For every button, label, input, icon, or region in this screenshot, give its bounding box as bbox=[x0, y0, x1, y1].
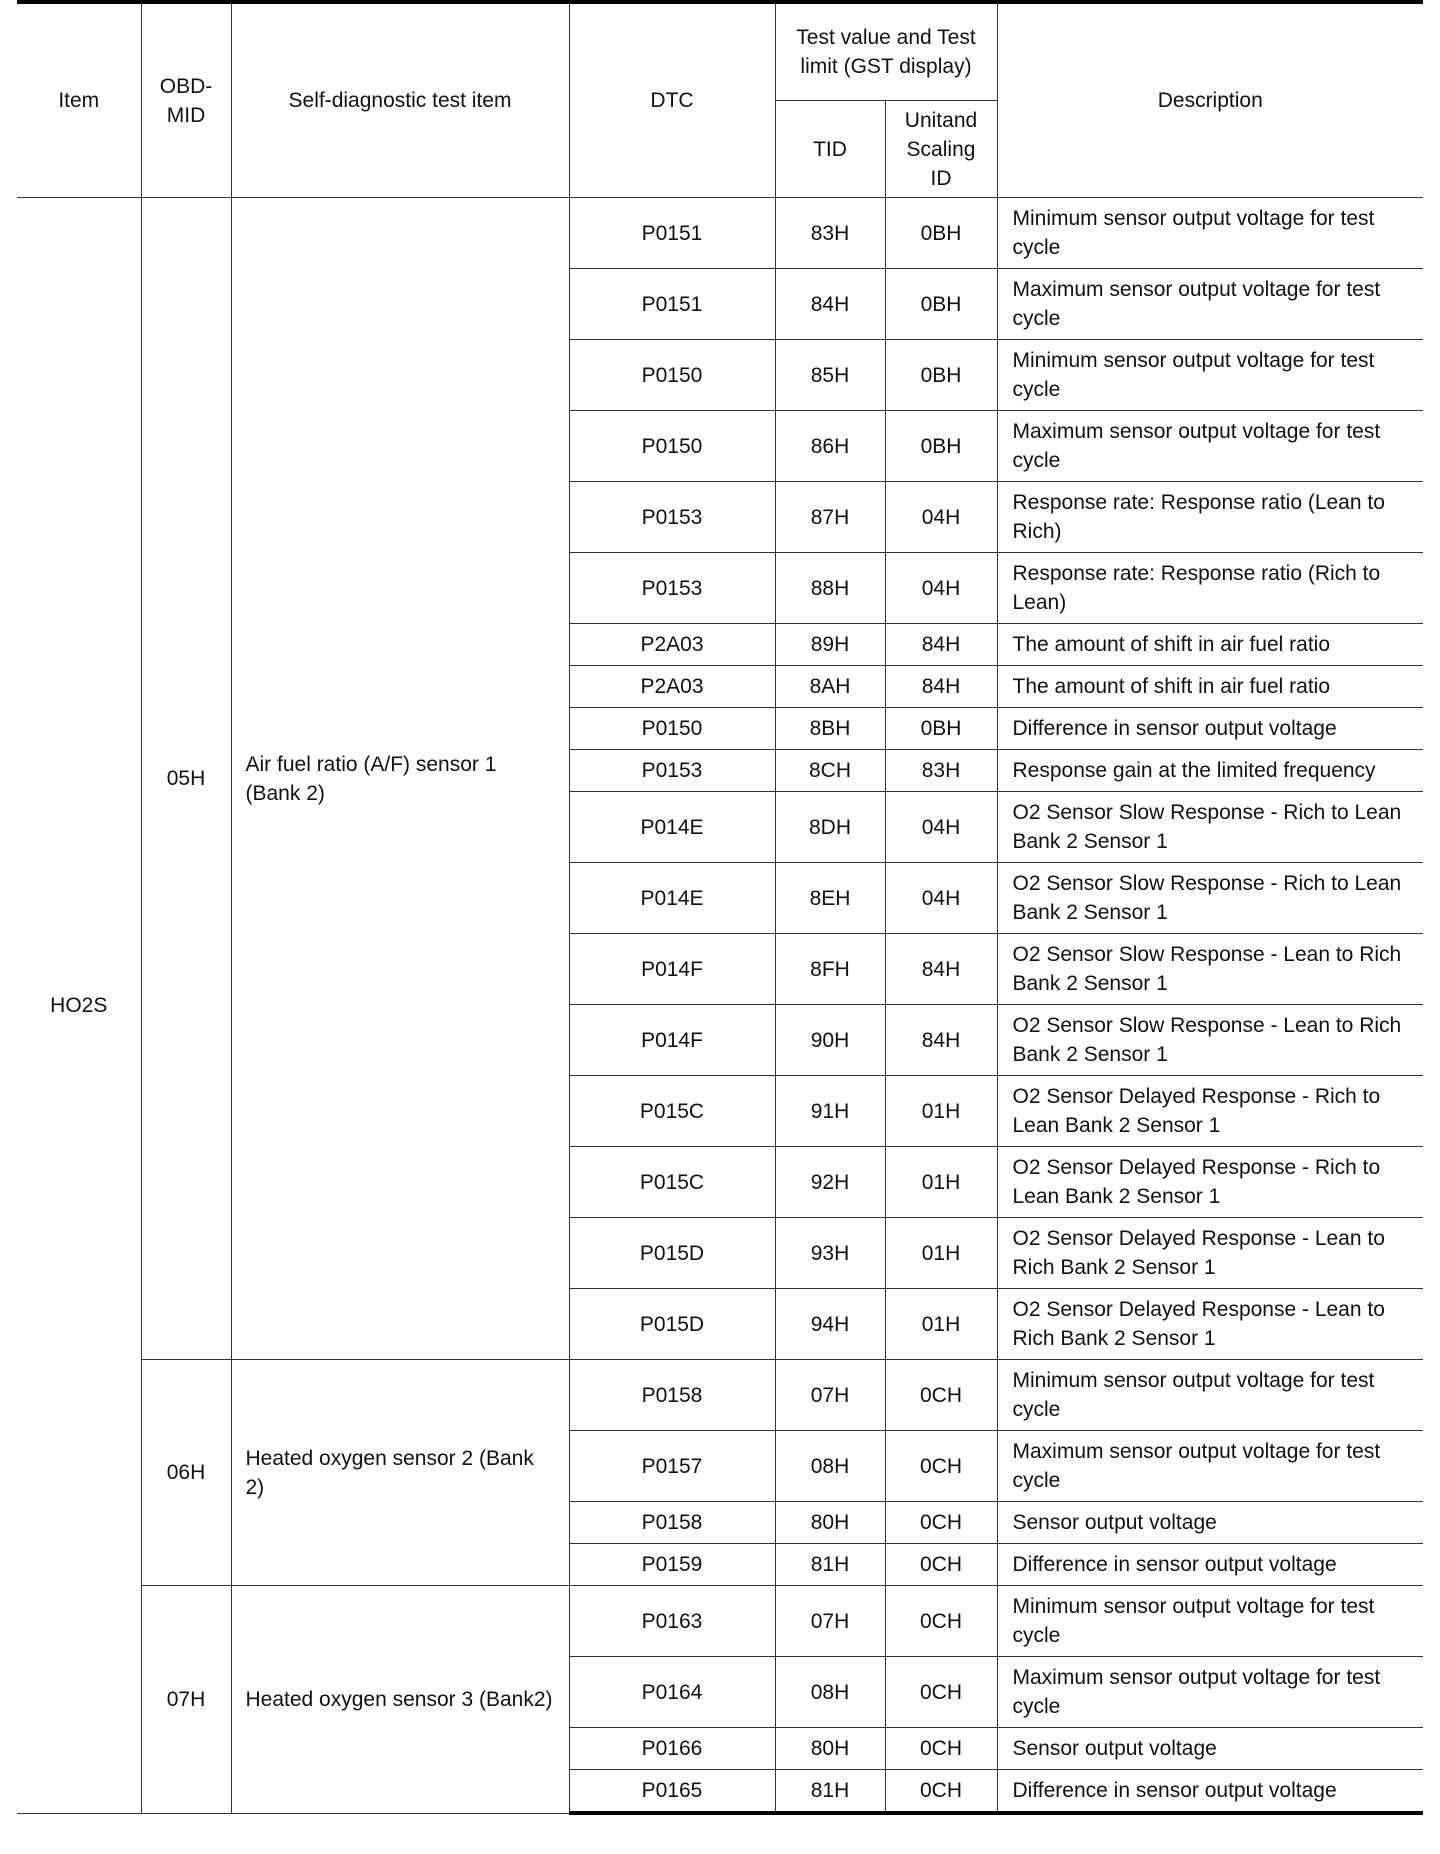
description-cell: Difference in sensor output voltage bbox=[997, 1770, 1423, 1814]
tid-cell: 8AH bbox=[775, 666, 885, 708]
tid-cell: 80H bbox=[775, 1502, 885, 1544]
unit-cell: 0BH bbox=[885, 708, 997, 750]
test-item-cell: Heated oxygen sensor 2 (Bank 2) bbox=[231, 1360, 569, 1586]
tid-cell: 8CH bbox=[775, 750, 885, 792]
description-cell: Sensor output voltage bbox=[997, 1728, 1423, 1770]
tid-cell: 94H bbox=[775, 1289, 885, 1360]
unit-cell: 04H bbox=[885, 553, 997, 624]
dtc-cell: P0164 bbox=[569, 1657, 775, 1728]
dtc-cell: P0158 bbox=[569, 1360, 775, 1431]
description-cell: O2 Sensor Slow Response - Rich to Lean Bank 2 Sensor 1 bbox=[997, 863, 1423, 934]
tid-cell: 07H bbox=[775, 1586, 885, 1657]
unit-cell: 0CH bbox=[885, 1431, 997, 1502]
test-item-cell: Air fuel ratio (A/F) sensor 1 (Bank 2) bbox=[231, 198, 569, 1360]
unit-cell: 04H bbox=[885, 863, 997, 934]
dtc-cell: P0150 bbox=[569, 411, 775, 482]
description-cell: O2 Sensor Delayed Response - Rich to Lean Bank 2 Sensor 1 bbox=[997, 1076, 1423, 1147]
description-cell: Minimum sensor output voltage for test cycle bbox=[997, 1360, 1423, 1431]
tid-cell: 87H bbox=[775, 482, 885, 553]
tid-cell: 80H bbox=[775, 1728, 885, 1770]
tid-cell: 07H bbox=[775, 1360, 885, 1431]
description-cell: O2 Sensor Delayed Response - Lean to Rich Bank 2 Sensor 1 bbox=[997, 1218, 1423, 1289]
table-row bbox=[17, 1586, 1423, 1657]
unit-cell: 84H bbox=[885, 1005, 997, 1076]
tid-cell: 81H bbox=[775, 1544, 885, 1586]
dtc-cell: P015D bbox=[569, 1218, 775, 1289]
dtc-cell: P0153 bbox=[569, 750, 775, 792]
unit-cell: 84H bbox=[885, 666, 997, 708]
tid-cell: 8FH bbox=[775, 934, 885, 1005]
unit-cell: 83H bbox=[885, 750, 997, 792]
description-cell: Maximum sensor output voltage for test cycle bbox=[997, 1431, 1423, 1502]
unit-cell: 0BH bbox=[885, 269, 997, 340]
unit-cell: 0CH bbox=[885, 1360, 997, 1431]
test-item-cell: Heated oxygen sensor 3 (Bank2) bbox=[231, 1586, 569, 1814]
dtc-cell: P015D bbox=[569, 1289, 775, 1360]
unit-cell: 01H bbox=[885, 1218, 997, 1289]
header-test-item: Self-diagnostic test item bbox=[231, 2, 569, 198]
tid-cell: 8BH bbox=[775, 708, 885, 750]
unit-cell: 04H bbox=[885, 792, 997, 863]
unit-cell: 0BH bbox=[885, 340, 997, 411]
tid-cell: 81H bbox=[775, 1770, 885, 1814]
obd-mid-cell: 05H bbox=[141, 198, 231, 1360]
description-cell: The amount of shift in air fuel ratio bbox=[997, 666, 1423, 708]
tid-cell: 08H bbox=[775, 1431, 885, 1502]
diagnostic-table bbox=[17, 0, 1423, 1815]
dtc-cell: P014E bbox=[569, 863, 775, 934]
dtc-cell: P0151 bbox=[569, 269, 775, 340]
description-cell: The amount of shift in air fuel ratio bbox=[997, 624, 1423, 666]
tid-cell: 90H bbox=[775, 1005, 885, 1076]
tid-cell: 8EH bbox=[775, 863, 885, 934]
header-item: Item bbox=[17, 2, 141, 198]
dtc-cell: P0150 bbox=[569, 708, 775, 750]
item-cell: HO2S bbox=[17, 198, 141, 1814]
unit-cell: 01H bbox=[885, 1147, 997, 1218]
tid-cell: 83H bbox=[775, 198, 885, 269]
dtc-cell: P014F bbox=[569, 1005, 775, 1076]
table-row bbox=[17, 198, 1423, 269]
unit-cell: 0CH bbox=[885, 1728, 997, 1770]
header-test-value: Test value and Test limit (GST display) bbox=[775, 2, 997, 101]
unit-cell: 04H bbox=[885, 482, 997, 553]
unit-cell: 01H bbox=[885, 1289, 997, 1360]
description-cell: Sensor output voltage bbox=[997, 1502, 1423, 1544]
dtc-cell: P0153 bbox=[569, 553, 775, 624]
description-cell: O2 Sensor Slow Response - Rich to Lean Bank 2 Sensor 1 bbox=[997, 792, 1423, 863]
header-unit-scaling-id: Unitand Scaling ID bbox=[885, 101, 997, 198]
tid-cell: 93H bbox=[775, 1218, 885, 1289]
unit-cell: 0CH bbox=[885, 1586, 997, 1657]
table-row bbox=[17, 1360, 1423, 1431]
unit-cell: 0BH bbox=[885, 411, 997, 482]
tid-cell: 86H bbox=[775, 411, 885, 482]
description-cell: Response rate: Response ratio (Rich to Lean) bbox=[997, 553, 1423, 624]
dtc-cell: P014F bbox=[569, 934, 775, 1005]
description-cell: Maximum sensor output voltage for test cycle bbox=[997, 1657, 1423, 1728]
dtc-cell: P015C bbox=[569, 1147, 775, 1218]
unit-cell: 84H bbox=[885, 934, 997, 1005]
description-cell: O2 Sensor Delayed Response - Rich to Lean Bank 2 Sensor 1 bbox=[997, 1147, 1423, 1218]
table-body bbox=[17, 198, 1423, 1814]
description-cell: Difference in sensor output voltage bbox=[997, 708, 1423, 750]
dtc-cell: P0159 bbox=[569, 1544, 775, 1586]
tid-cell: 8DH bbox=[775, 792, 885, 863]
description-cell: Difference in sensor output voltage bbox=[997, 1544, 1423, 1586]
description-cell: Minimum sensor output voltage for test cycle bbox=[997, 340, 1423, 411]
tid-cell: 84H bbox=[775, 269, 885, 340]
tid-cell: 88H bbox=[775, 553, 885, 624]
header-tid: TID bbox=[775, 101, 885, 198]
dtc-cell: P0165 bbox=[569, 1770, 775, 1814]
dtc-cell: P0166 bbox=[569, 1728, 775, 1770]
unit-cell: 0CH bbox=[885, 1502, 997, 1544]
description-cell: O2 Sensor Slow Response - Lean to Rich Bank 2 Sensor 1 bbox=[997, 1005, 1423, 1076]
dtc-cell: P0150 bbox=[569, 340, 775, 411]
unit-cell: 0CH bbox=[885, 1657, 997, 1728]
unit-cell: 0CH bbox=[885, 1544, 997, 1586]
description-cell: Response rate: Response ratio (Lean to Rich) bbox=[997, 482, 1423, 553]
description-cell: Response gain at the limited frequency bbox=[997, 750, 1423, 792]
header-obd-mid: OBD-MID bbox=[141, 2, 231, 198]
header-dtc: DTC bbox=[569, 2, 775, 198]
unit-cell: 01H bbox=[885, 1076, 997, 1147]
dtc-cell: P0157 bbox=[569, 1431, 775, 1502]
tid-cell: 85H bbox=[775, 340, 885, 411]
unit-cell: 84H bbox=[885, 624, 997, 666]
obd-mid-cell: 07H bbox=[141, 1586, 231, 1814]
dtc-cell: P014E bbox=[569, 792, 775, 863]
unit-cell: 0CH bbox=[885, 1770, 997, 1814]
description-cell: O2 Sensor Delayed Response - Lean to Rich Bank 2 Sensor 1 bbox=[997, 1289, 1423, 1360]
tid-cell: 91H bbox=[775, 1076, 885, 1147]
obd-mid-cell: 06H bbox=[141, 1360, 231, 1586]
header-description: Description bbox=[997, 2, 1423, 198]
description-cell: Minimum sensor output voltage for test cycle bbox=[997, 198, 1423, 269]
dtc-cell: P0153 bbox=[569, 482, 775, 553]
description-cell: Maximum sensor output voltage for test cycle bbox=[997, 411, 1423, 482]
dtc-cell: P0163 bbox=[569, 1586, 775, 1657]
dtc-cell: P0158 bbox=[569, 1502, 775, 1544]
unit-cell: 0BH bbox=[885, 198, 997, 269]
dtc-cell: P015C bbox=[569, 1076, 775, 1147]
dtc-cell: P0151 bbox=[569, 198, 775, 269]
tid-cell: 92H bbox=[775, 1147, 885, 1218]
description-cell: Minimum sensor output voltage for test cycle bbox=[997, 1586, 1423, 1657]
dtc-cell: P2A03 bbox=[569, 624, 775, 666]
dtc-cell: P2A03 bbox=[569, 666, 775, 708]
description-cell: O2 Sensor Slow Response - Lean to Rich Bank 2 Sensor 1 bbox=[997, 934, 1423, 1005]
tid-cell: 08H bbox=[775, 1657, 885, 1728]
description-cell: Maximum sensor output voltage for test cycle bbox=[997, 269, 1423, 340]
tid-cell: 89H bbox=[775, 624, 885, 666]
